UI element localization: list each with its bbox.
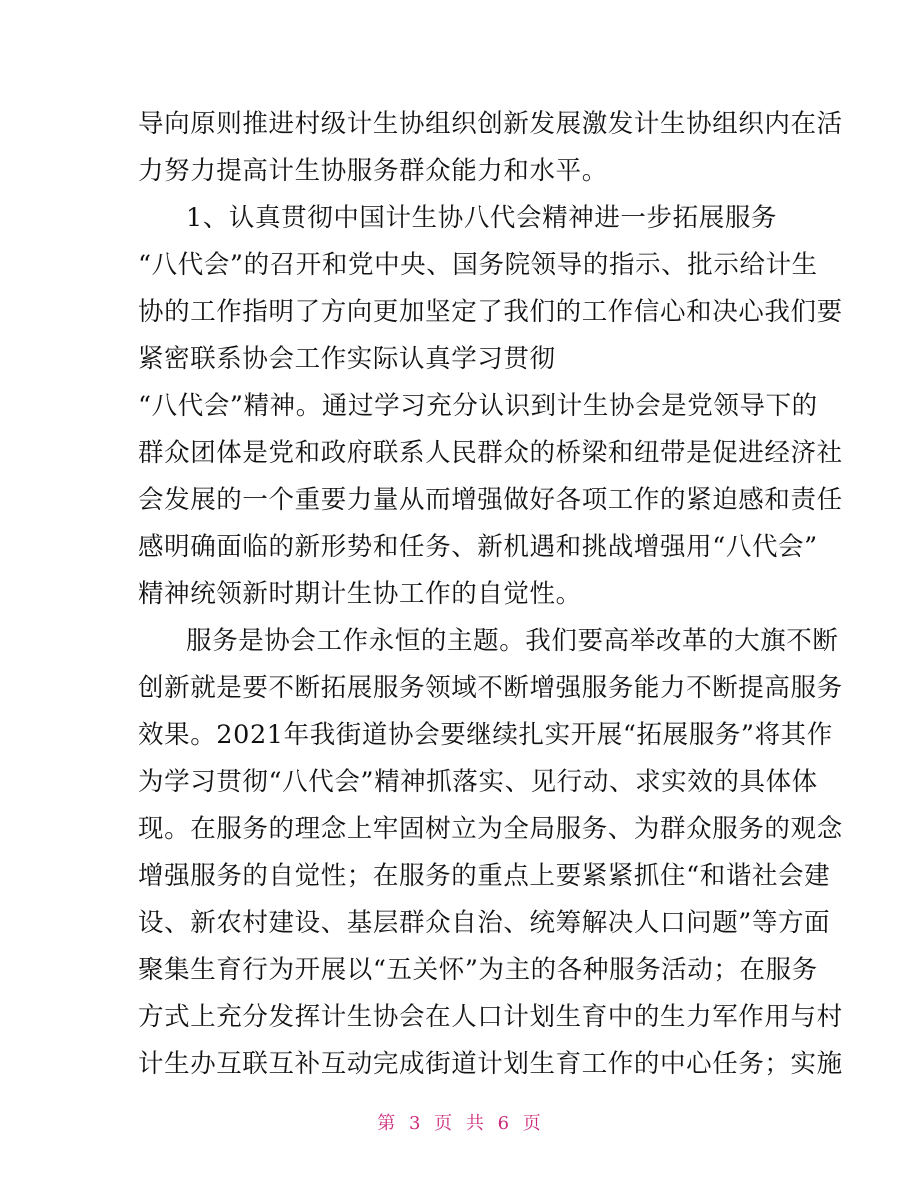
text-line: 聚集生育行为开展以“五关怀”为主的各种服务活动；在服务	[138, 955, 818, 985]
text-line: 紧密联系协会工作实际认真学习贯彻	[138, 344, 556, 374]
text-line: “八代会”的召开和党中央、国务院领导的指示、批示给计生	[138, 250, 818, 280]
text-line: 感明确面临的新形势和任务、新机遇和挑战增强用“八代会”	[138, 532, 818, 562]
footer-suffix: 页	[522, 1113, 543, 1134]
text-line: 协的工作指明了方向更加坚定了我们的工作信心和决心我们要	[138, 297, 843, 327]
text-line: 精神统领新时期计生协工作的自觉性。	[138, 579, 582, 609]
footer-total-pages: 6	[497, 1113, 512, 1134]
footer-page-word: 页	[434, 1113, 455, 1134]
text-line: 方式上充分发挥计生协会在人口计划生育中的生力军作用与村	[138, 1002, 843, 1032]
text-line: 导向原则推进村级计生协组织创新发展激发计生协组织内在活	[138, 109, 843, 139]
text-line: 群众团体是党和政府联系人民群众的桥梁和纽带是促进经济社	[138, 438, 843, 468]
text-line: 现。在服务的理念上牢固树立为全局服务、为群众服务的观念	[138, 814, 843, 844]
text-line: 为学习贯彻“八代会”精神抓落实、见行动、求实效的具体体	[138, 767, 818, 797]
text-line: 计生办互联互补互动完成街道计划生育工作的中心任务；实施	[138, 1049, 843, 1079]
page-footer	[0, 1112, 920, 1136]
text-line: 效果。2021年我街道协会要继续扎实开展“拓展服务”将其作	[138, 720, 833, 750]
text-line: 服务是协会工作永恒的主题。我们要高举改革的大旗不断	[186, 626, 839, 656]
footer-prefix: 第	[377, 1113, 398, 1134]
footer-total-word: 共	[465, 1113, 486, 1134]
footer-current-page: 3	[408, 1113, 423, 1134]
heading-line: 1、认真贯彻中国计生协八代会精神进一步拓展服务	[186, 203, 778, 233]
text-line: 创新就是要不断拓展服务领域不断增强服务能力不断提高服务	[138, 673, 843, 703]
text-line: 力努力提高计生协服务群众能力和水平。	[138, 156, 608, 186]
text-line: “八代会”精神。通过学习充分认识到计生协会是党领导下的	[138, 391, 818, 421]
text-line: 增强服务的自觉性；在服务的重点上要紧紧抓住“和谐社会建	[138, 861, 831, 891]
text-line: 设、新农村建设、基层群众自治、统筹解决人口问题”等方面	[138, 908, 831, 938]
text-line: 会发展的一个重要力量从而增强做好各项工作的紧迫感和责任	[138, 485, 843, 515]
